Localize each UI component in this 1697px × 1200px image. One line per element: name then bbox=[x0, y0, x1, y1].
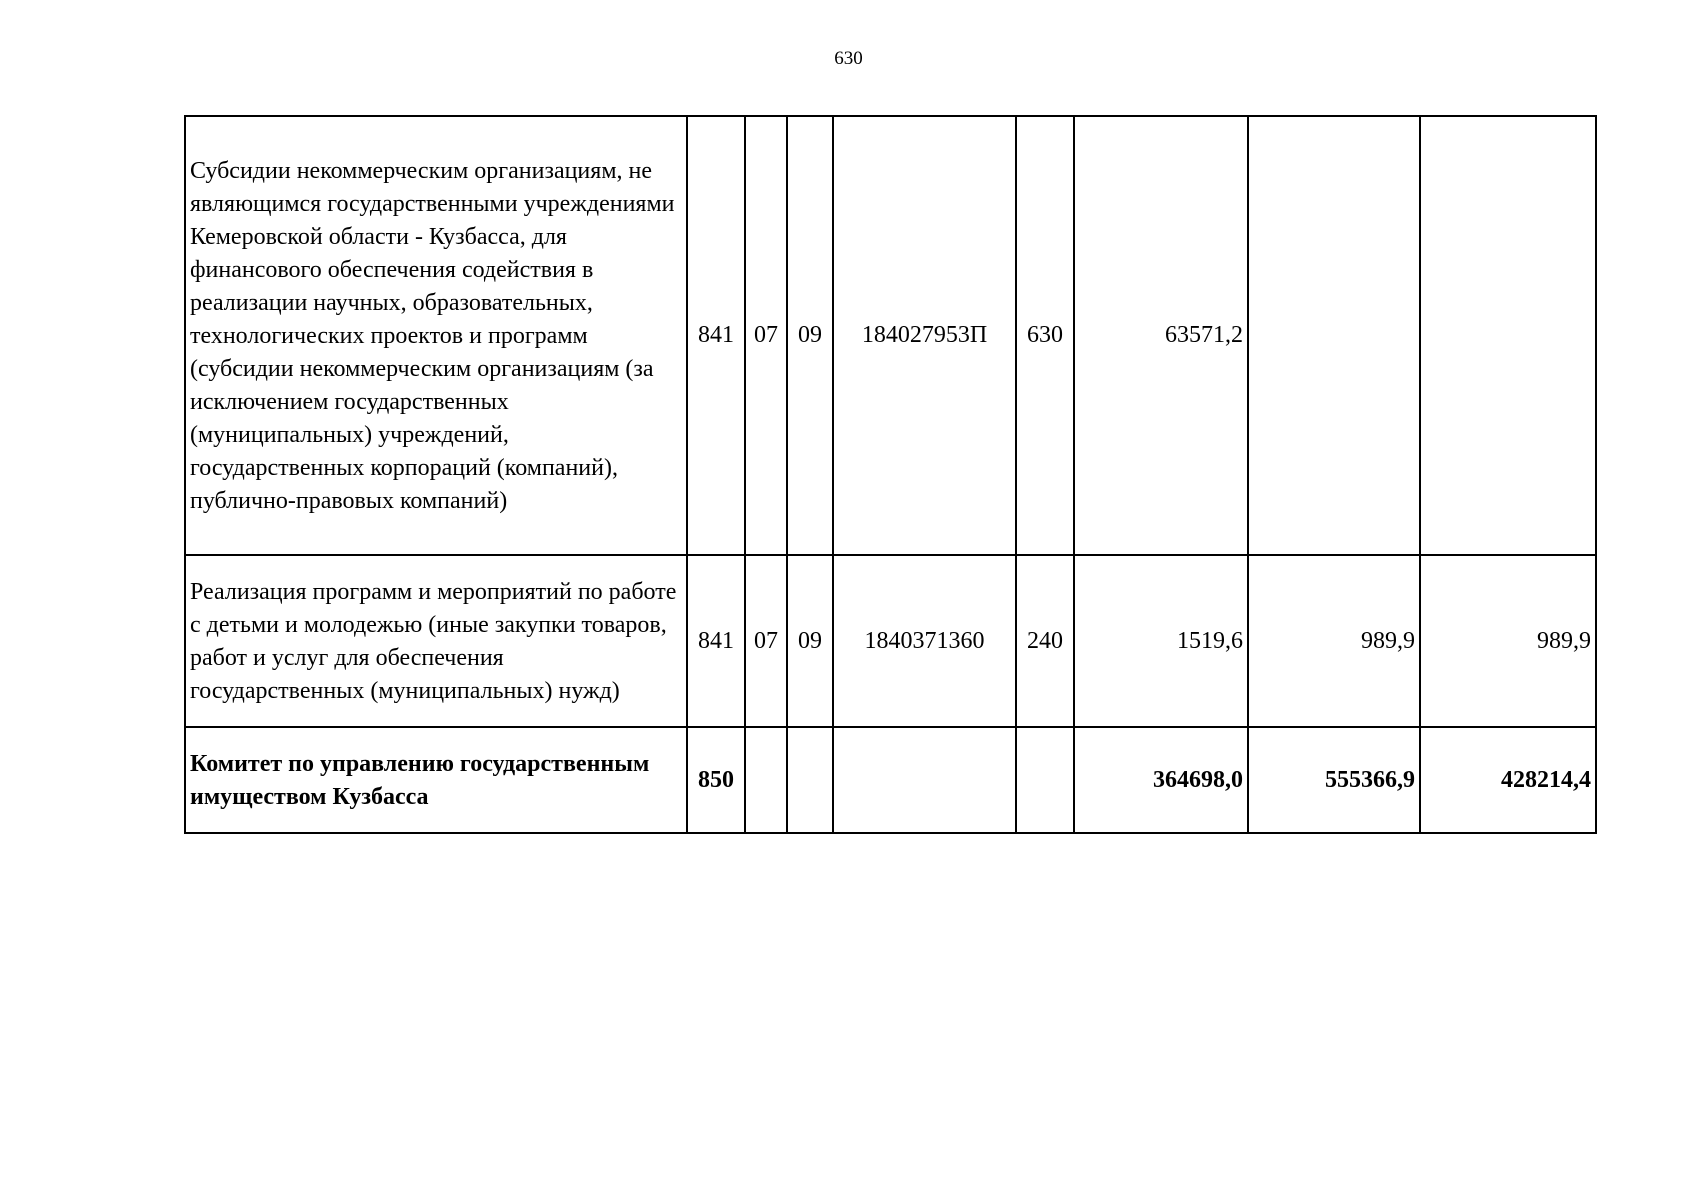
expense-type-code bbox=[1016, 727, 1074, 833]
row-name: Комитет по управлению государственным имуществом Кузбасса bbox=[185, 727, 687, 833]
expense-type-code: 630 bbox=[1016, 116, 1074, 555]
target-article-code: 184027953П bbox=[833, 116, 1016, 555]
amount-year-2: 555366,9 bbox=[1248, 727, 1420, 833]
amount-year-3: 989,9 bbox=[1420, 555, 1596, 727]
subsection-code bbox=[787, 727, 833, 833]
expense-type-code: 240 bbox=[1016, 555, 1074, 727]
table-row bbox=[185, 555, 1596, 727]
budget-table bbox=[184, 115, 1597, 834]
row-name: Субсидии некоммерческим организациям, не являющимся государственными учреждениями Кемеровской области - Кузбасса, для финансового обеспечения содействия в реализации научных, образовательных, технологических проектов и программ (субсидии некоммерческим организациям (за исключением государственных (муниципальных) учреждений, государственных корпораций (компаний), публично-правовых компаний) bbox=[185, 116, 687, 555]
table-row-total bbox=[185, 727, 1596, 833]
page-number: 630 bbox=[834, 48, 863, 69]
amount-year-1: 63571,2 bbox=[1074, 116, 1248, 555]
ministry-code: 850 bbox=[687, 727, 745, 833]
amount-year-2: 989,9 bbox=[1248, 555, 1420, 727]
amount-year-1: 364698,0 bbox=[1074, 727, 1248, 833]
table-row bbox=[185, 116, 1596, 555]
section-code: 07 bbox=[745, 116, 787, 555]
ministry-code: 841 bbox=[687, 555, 745, 727]
row-name: Реализация программ и мероприятий по работе с детьми и молодежью (иные закупки товаров, работ и услуг для обеспечения государственных (муниципальных) нужд) bbox=[185, 555, 687, 727]
target-article-code: 1840371360 bbox=[833, 555, 1016, 727]
section-code: 07 bbox=[745, 555, 787, 727]
amount-year-3: 428214,4 bbox=[1420, 727, 1596, 833]
amount-year-2 bbox=[1248, 116, 1420, 555]
amount-year-3 bbox=[1420, 116, 1596, 555]
target-article-code bbox=[833, 727, 1016, 833]
amount-year-1: 1519,6 bbox=[1074, 555, 1248, 727]
subsection-code: 09 bbox=[787, 116, 833, 555]
ministry-code: 841 bbox=[687, 116, 745, 555]
section-code bbox=[745, 727, 787, 833]
subsection-code: 09 bbox=[787, 555, 833, 727]
